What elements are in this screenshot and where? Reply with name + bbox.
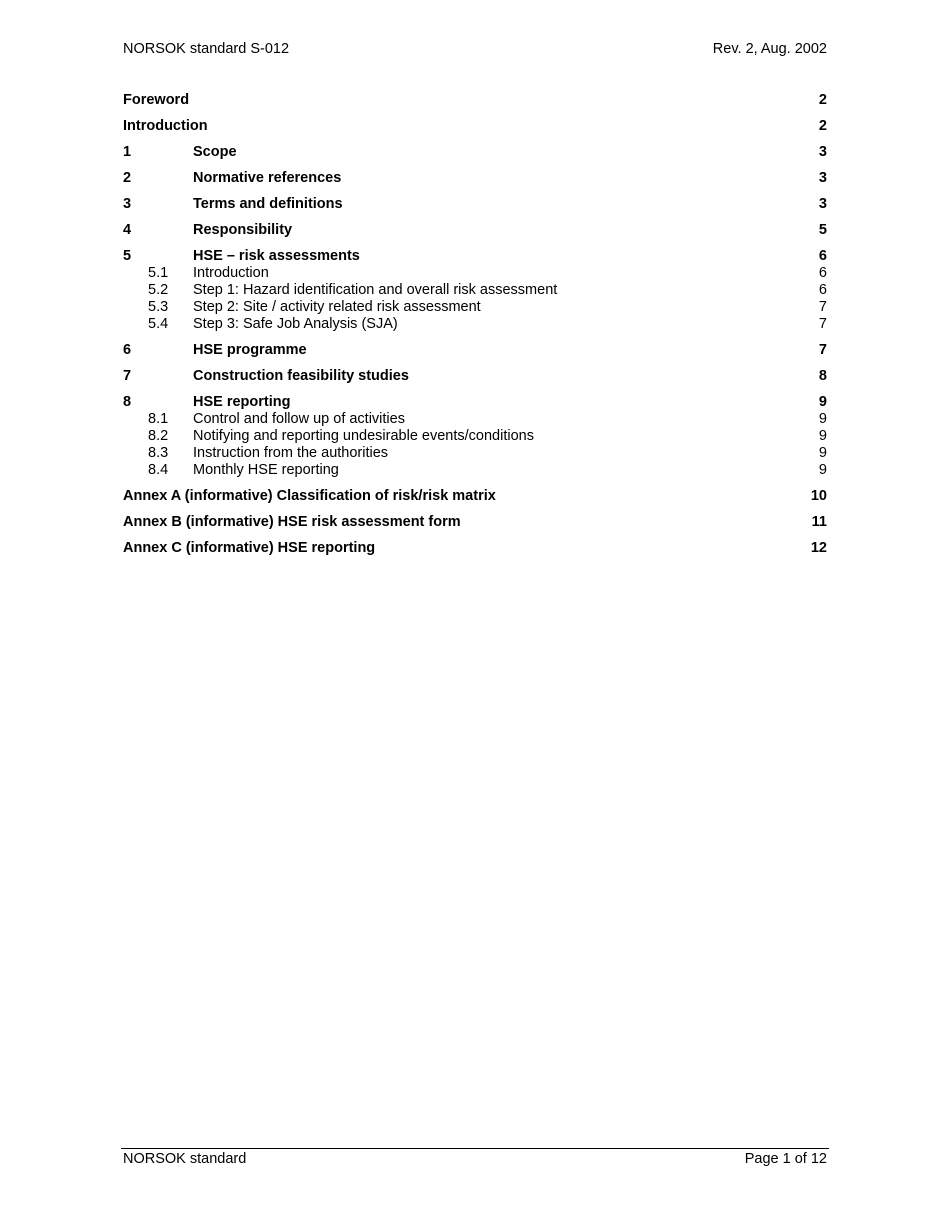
footer-standard-name: NORSOK standard bbox=[123, 1151, 247, 1167]
toc-entry-page: 6 bbox=[818, 248, 827, 264]
table-of-contents bbox=[123, 92, 827, 557]
toc-entry-page: 7 bbox=[818, 316, 827, 332]
toc-entry[interactable] bbox=[123, 342, 827, 359]
toc-entry-number: 5.3 bbox=[148, 299, 169, 315]
toc-subentry[interactable] bbox=[123, 265, 827, 282]
toc-entry-number: 8 bbox=[123, 394, 132, 410]
toc-entry[interactable] bbox=[123, 144, 827, 161]
toc-subentry[interactable] bbox=[123, 428, 827, 445]
toc-entry-title: Step 3: Safe Job Analysis (SJA) bbox=[193, 316, 398, 332]
toc-entry-title: Annex A (informative) Classification of risk/risk matrix bbox=[123, 488, 496, 504]
header-revision: Rev. 2, Aug. 2002 bbox=[712, 41, 827, 57]
toc-entry-page: 3 bbox=[818, 170, 827, 186]
toc-entry-number: 5.1 bbox=[148, 265, 169, 281]
toc-entry-number: 8.1 bbox=[148, 411, 169, 427]
footer-page-number: Page 1 of 12 bbox=[744, 1151, 827, 1167]
toc-entry-title: Introduction bbox=[123, 118, 208, 134]
toc-entry-title: Annex C (informative) HSE reporting bbox=[123, 540, 376, 556]
toc-entry-number: 3 bbox=[123, 196, 132, 212]
toc-entry-page: 8 bbox=[818, 368, 827, 384]
toc-entry-title: Scope bbox=[193, 144, 237, 160]
toc-entry[interactable] bbox=[123, 196, 827, 213]
toc-entry-page: 9 bbox=[818, 411, 827, 427]
toc-entry-title: HSE programme bbox=[193, 342, 307, 358]
toc-entry-title: HSE reporting bbox=[193, 394, 291, 410]
toc-entry-title: HSE – risk assessments bbox=[193, 248, 360, 264]
page-header bbox=[123, 41, 827, 58]
toc-entry-page: 2 bbox=[818, 118, 827, 134]
toc-entry-page: 5 bbox=[818, 222, 827, 238]
header-document-id: NORSOK standard S-012 bbox=[123, 41, 290, 57]
toc-entry-page: 2 bbox=[818, 92, 827, 108]
toc-subentry[interactable] bbox=[123, 299, 827, 316]
toc-entry[interactable] bbox=[123, 540, 827, 557]
toc-entry-title: Normative references bbox=[193, 170, 342, 186]
toc-entry[interactable] bbox=[123, 170, 827, 187]
toc-subentry[interactable] bbox=[123, 316, 827, 333]
toc-entry-title: Introduction bbox=[193, 265, 269, 281]
toc-entry-page: 9 bbox=[818, 394, 827, 410]
toc-entry-page: 12 bbox=[810, 540, 827, 556]
toc-entry-number: 5.4 bbox=[148, 316, 169, 332]
toc-entry-title: Control and follow up of activities bbox=[193, 411, 405, 427]
toc-subentry[interactable] bbox=[123, 411, 827, 428]
toc-entry-number: 5 bbox=[123, 248, 132, 264]
toc-entry-number: 2 bbox=[123, 170, 132, 186]
toc-entry-number: 8.3 bbox=[148, 445, 169, 461]
toc-entry-page: 9 bbox=[818, 428, 827, 444]
toc-subentry[interactable] bbox=[123, 462, 827, 479]
toc-entry-number: 7 bbox=[123, 368, 132, 384]
toc-entry-title: Terms and definitions bbox=[193, 196, 343, 212]
toc-entry-page: 7 bbox=[818, 299, 827, 315]
toc-entry-page: 11 bbox=[811, 514, 827, 530]
footer-divider bbox=[121, 1148, 829, 1149]
toc-entry-page: 9 bbox=[818, 445, 827, 461]
toc-entry-page: 6 bbox=[818, 282, 827, 298]
toc-entry[interactable] bbox=[123, 368, 827, 385]
toc-entry[interactable] bbox=[123, 222, 827, 239]
toc-entry[interactable] bbox=[123, 488, 827, 505]
toc-entry-page: 7 bbox=[818, 342, 827, 358]
toc-entry[interactable] bbox=[123, 92, 827, 109]
toc-entry-page: 3 bbox=[818, 196, 827, 212]
toc-entry-title: Notifying and reporting undesirable events/conditions bbox=[193, 428, 534, 444]
toc-entry-title: Annex B (informative) HSE risk assessment form bbox=[123, 514, 461, 530]
toc-entry-title: Instruction from the authorities bbox=[193, 445, 389, 461]
toc-entry-number: 5.2 bbox=[148, 282, 169, 298]
toc-entry-page: 3 bbox=[818, 144, 827, 160]
toc-entry-page: 6 bbox=[818, 265, 827, 281]
toc-entry-number: 4 bbox=[123, 222, 132, 238]
toc-entry[interactable] bbox=[123, 118, 827, 135]
toc-entry-page: 10 bbox=[810, 488, 827, 504]
toc-entry-title: Foreword bbox=[123, 92, 190, 108]
toc-entry-page: 9 bbox=[818, 462, 827, 478]
toc-entry[interactable] bbox=[123, 514, 827, 531]
toc-entry-title: Monthly HSE reporting bbox=[193, 462, 339, 478]
toc-entry-title: Responsibility bbox=[193, 222, 293, 238]
toc-entry[interactable] bbox=[123, 394, 827, 411]
toc-entry-number: 1 bbox=[123, 144, 132, 160]
toc-entry-number: 8.2 bbox=[148, 428, 169, 444]
toc-subentry[interactable] bbox=[123, 282, 827, 299]
page-footer bbox=[123, 1151, 827, 1168]
toc-subentry[interactable] bbox=[123, 445, 827, 462]
toc-entry-title: Construction feasibility studies bbox=[193, 368, 409, 384]
toc-entry[interactable] bbox=[123, 248, 827, 265]
toc-entry-title: Step 1: Hazard identification and overall risk assessment bbox=[193, 282, 558, 298]
toc-entry-title: Step 2: Site / activity related risk assessment bbox=[193, 299, 481, 315]
toc-entry-number: 6 bbox=[123, 342, 132, 358]
toc-entry-number: 8.4 bbox=[148, 462, 169, 478]
